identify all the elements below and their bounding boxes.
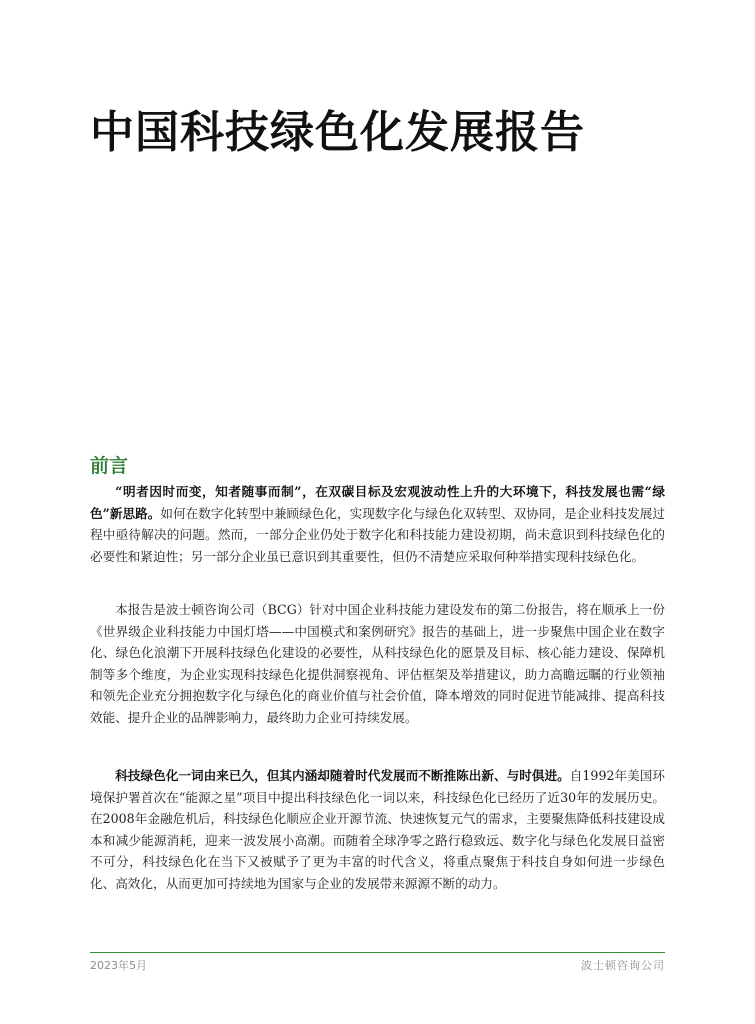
paragraph-1-body: 如何在数字化转型中兼顾绿色化，实现数字化与绿色化双转型、双协同，是企业科技发展过程中亟待解决的问题。然而，一部分企业仍处于数字化和科技能力建设初期，尚未意识到科技绿色化的必要性和紧迫性；另一部分企业虽已意识到其重要性，但仍不清楚应采取何种举措实现科技绿色化。 — [90, 505, 666, 564]
preface-heading: 前言 — [90, 454, 129, 477]
footer-date: 2023年5月 — [90, 959, 147, 972]
paragraph-3-body: 自1992年美国环境保护署首次在“能源之星”项目中提出科技绿色化一词以来，科技绿色化已经历了近30年的发展历史。在2008年金融危机后，科技绿色化顺应企业开源节流、快速恢复元气的需求，主要聚焦降低科技建设成本和减少能源消耗，迎来一波发展小高潮。而随着全球净零之路行稳致远、数字化与绿色化发展日益密不可分，科技绿色化在当下又被赋予了更为丰富的时代含义，将重点聚焦于科技自身如何进一步绿色化、高效化，从而更加可持续地为国家与企业的发展带来源源不断的动力。 — [90, 768, 665, 891]
preface-paragraph-3 — [90, 765, 665, 895]
preface-paragraph-2 — [90, 599, 665, 729]
paragraph-3-lead: 科技绿色化一词由来已久，但其内涵却随着时代发展而不断推陈出新、与时俱进。 — [115, 768, 570, 783]
footer-publisher: 波士顿咨询公司 — [581, 959, 665, 972]
report-title: 中国科技绿色化发展报告 — [90, 107, 585, 159]
paragraph-2-body: 本报告是波士顿咨询公司（BCG）针对中国企业科技能力建设发布的第二份报告，将在顺承上一份《世界级企业科技能力中国灯塔——中国模式和案例研究》报告的基础上，进一步聚焦中国企业在数字化、绿色化浪潮下开展科技绿色化建设的必要性，从科技绿色化的愿景及目标、核心能力建设、保障机制等多个维度，为企业实现科技绿色化提供洞察视角、评估框架及举措建议，助力高瞻远瞩的行业领袖和领先企业充分拥抱数字化与绿色化的商业价值与社会价值，降本增效的同时促进节能减排、提高科技效能、提升企业的品牌影响力，最终助力企业可持续发展。 — [90, 602, 665, 725]
paragraph-1-lead: “明者因时而变，知者随事而制”，在双碳目标及宏观波动性上升的大环境下，科技发展也需“绿色”新思路。 — [90, 484, 665, 521]
preface-paragraph-1 — [90, 481, 665, 567]
footer-divider — [90, 952, 665, 953]
